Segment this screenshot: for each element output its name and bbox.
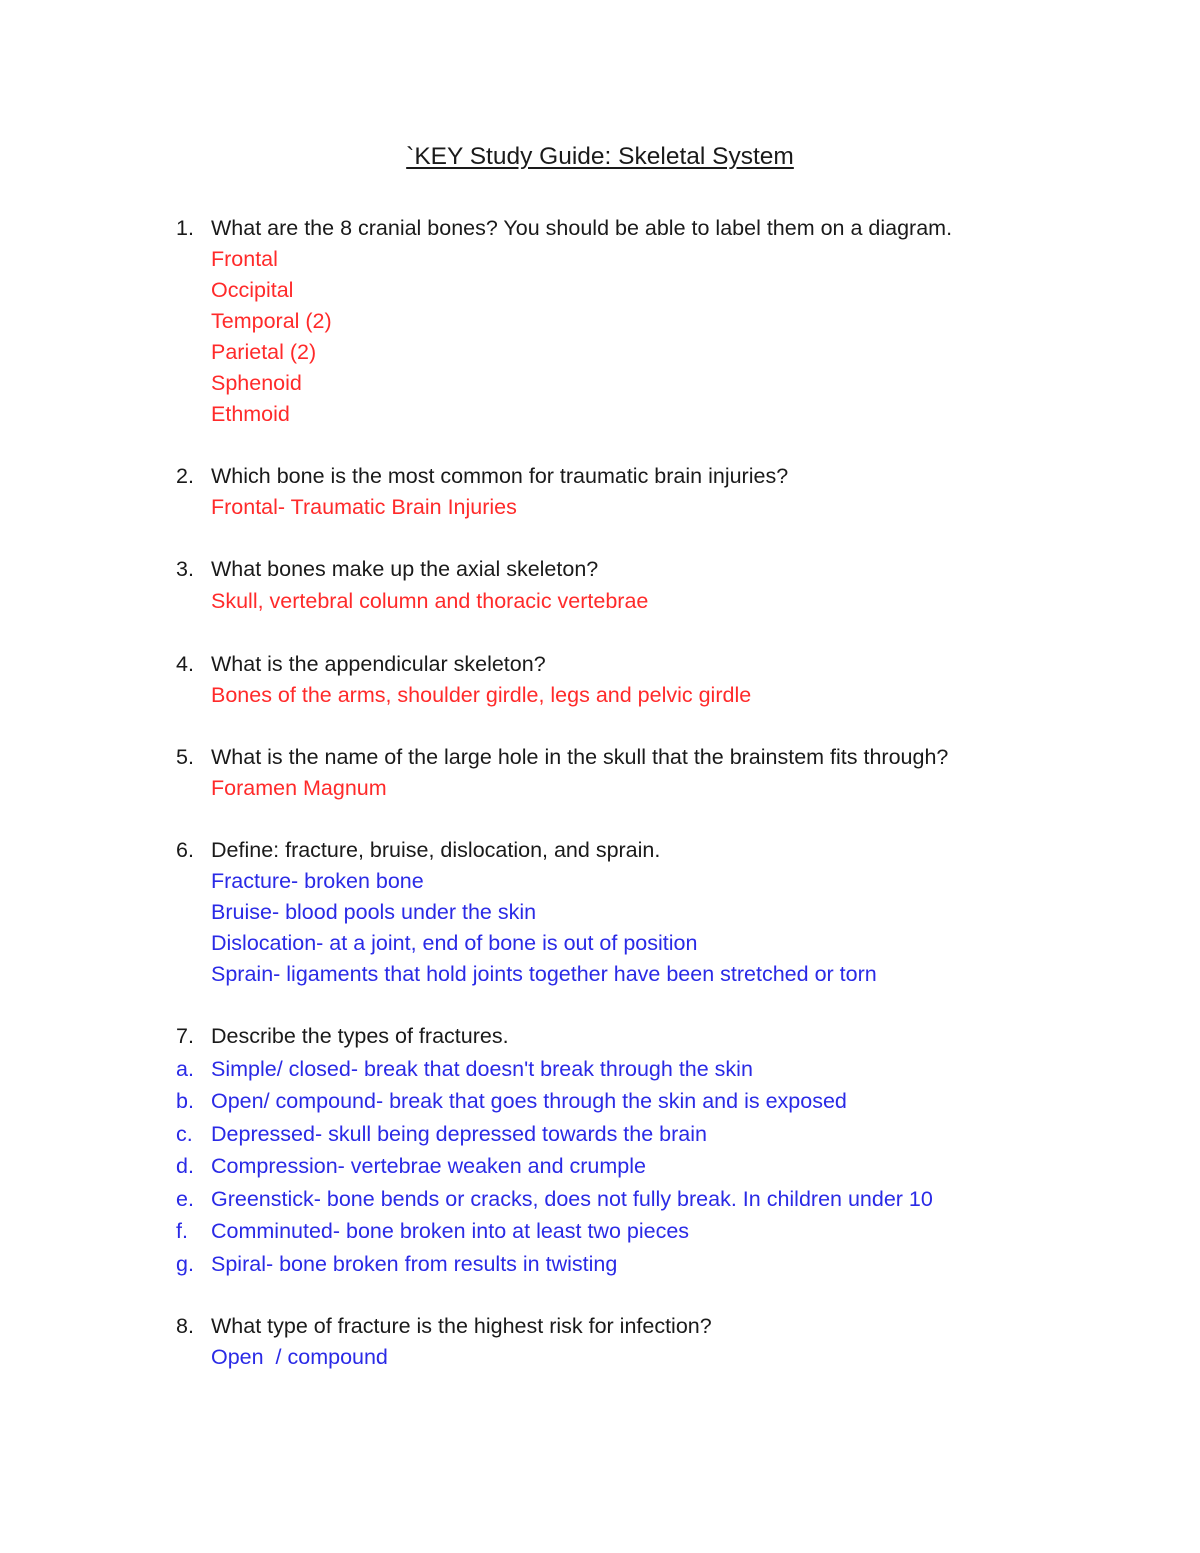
question-number: 5. (176, 745, 194, 769)
answer-line: Occipital (211, 278, 294, 302)
question-number: 3. (176, 557, 194, 581)
question-number: 7. (176, 1024, 194, 1048)
list-letter: g. (176, 1252, 194, 1276)
answer-line: Dislocation- at a joint, end of bone is out of position (211, 931, 698, 955)
question-text: What are the 8 cranial bones? You should be able to label them on a diagram. (211, 216, 953, 240)
answer-line: Frontal (211, 247, 278, 271)
question-number: 4. (176, 652, 194, 676)
question-text: Define: fracture, bruise, dislocation, and sprain. (211, 838, 661, 862)
answer-line: Fracture- broken bone (211, 869, 424, 893)
answer-line: Parietal (2) (211, 340, 317, 364)
list-letter: b. (176, 1089, 194, 1113)
question-text: What is the appendicular skeleton? (211, 652, 546, 676)
answer-line: Depressed- skull being depressed towards the brain (211, 1122, 707, 1146)
question-text: What type of fracture is the highest risk for infection? (211, 1314, 712, 1338)
answer-line: Foramen Magnum (211, 776, 387, 800)
question-text: What bones make up the axial skeleton? (211, 557, 599, 581)
question-text: What is the name of the large hole in the skull that the brainstem fits through? (211, 745, 949, 769)
answer-line: Sphenoid (211, 371, 302, 395)
answer-line: Skull, vertebral column and thoracic vertebrae (211, 589, 649, 613)
answer-line: Frontal- Traumatic Brain Injuries (211, 495, 517, 519)
answer-line: Simple/ closed- break that doesn't break through the skin (211, 1057, 753, 1081)
list-letter: a. (176, 1057, 194, 1081)
list-letter: d. (176, 1154, 194, 1178)
title-text: `KEY Study Guide: Skeletal System (406, 143, 794, 170)
question-number: 1. (176, 216, 194, 240)
list-letter: c. (176, 1122, 193, 1146)
page-title (0, 143, 1200, 171)
list-letter: e. (176, 1187, 194, 1211)
question-number: 8. (176, 1314, 194, 1338)
answer-line: Greenstick- bone bends or cracks, does not fully break. In children under 10 (211, 1187, 933, 1211)
answer-line: Sprain- ligaments that hold joints together have been stretched or torn (211, 962, 877, 986)
answer-line: Open / compound (211, 1345, 388, 1369)
answer-line: Comminuted- bone broken into at least two pieces (211, 1219, 690, 1243)
answer-line: Compression- vertebrae weaken and crumple (211, 1154, 646, 1178)
list-letter: f. (176, 1219, 188, 1243)
answer-line: Spiral- bone broken from results in twisting (211, 1252, 618, 1276)
question-text: Which bone is the most common for traumatic brain injuries? (211, 464, 789, 488)
answer-line: Bruise- blood pools under the skin (211, 900, 537, 924)
answer-line: Bones of the arms, shoulder girdle, legs and pelvic girdle (211, 683, 752, 707)
answer-line: Temporal (2) (211, 309, 332, 333)
question-number: 2. (176, 464, 194, 488)
question-number: 6. (176, 838, 194, 862)
answer-line: Ethmoid (211, 402, 290, 426)
answer-line: Open/ compound- break that goes through the skin and is exposed (211, 1089, 847, 1113)
question-text: Describe the types of fractures. (211, 1024, 509, 1048)
